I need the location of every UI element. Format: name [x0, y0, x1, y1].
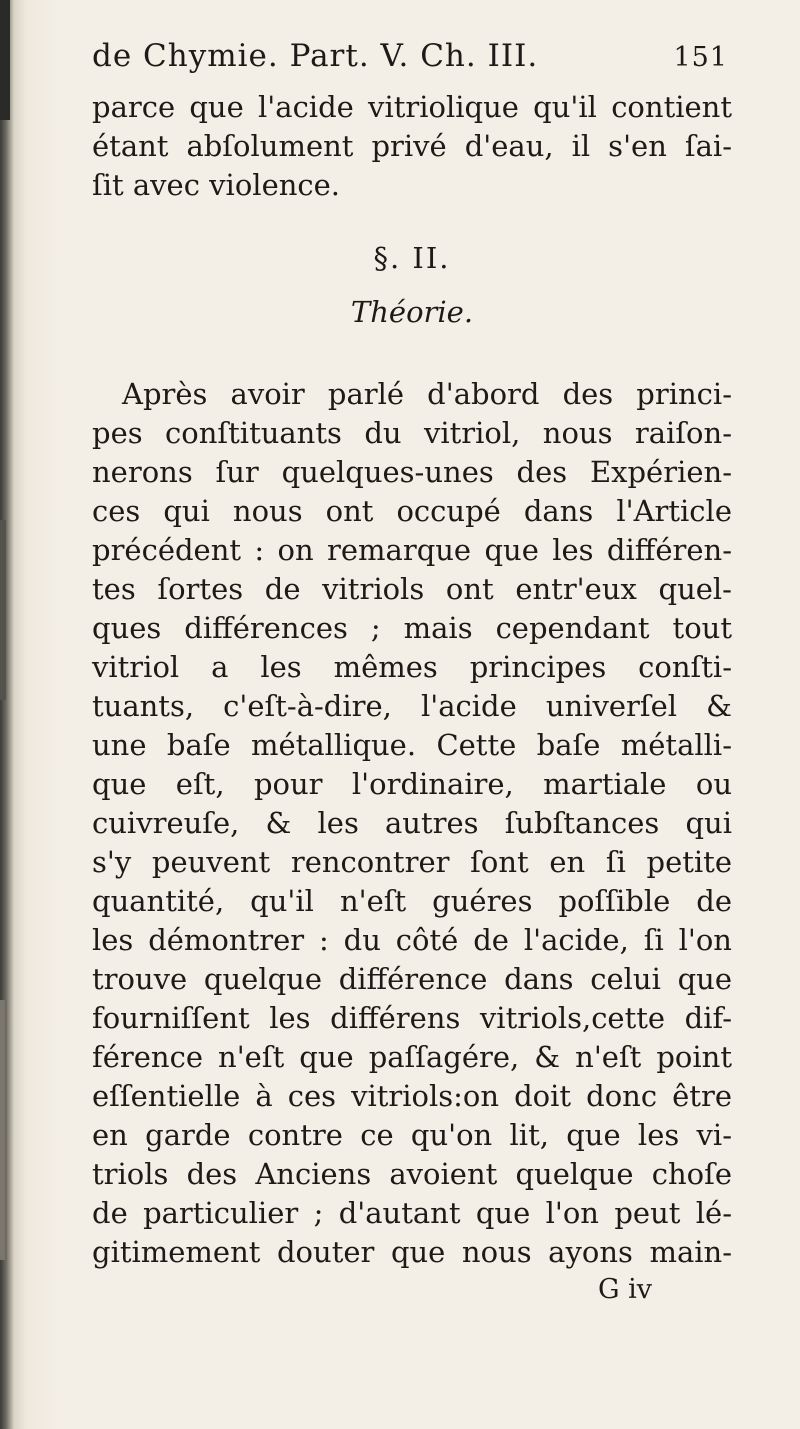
text-block [92, 38, 732, 1310]
text-line: une baſe métallique. Cette baſe métalli- [92, 728, 732, 762]
text-line: vitriol a les mêmes principes conſti- [92, 650, 732, 684]
text-line: de particulier ; d'autant que l'on peut lé- [92, 1196, 732, 1230]
running-head-title: de Chymie. Part. V. Ch. III. [92, 38, 539, 74]
page-number: 151 [673, 42, 728, 73]
text-line: cuivreuſe, & les autres ſubſtances qui [92, 806, 732, 840]
text-line: s'y peuvent rencontrer ſont en ſi petite [92, 845, 732, 879]
body-paragraph [92, 375, 732, 1272]
text-line: férence n'eſt que paſſagére, & n'eſt point [92, 1040, 732, 1074]
running-head [92, 38, 732, 88]
text-line: trouve quelque différence dans celui que [92, 962, 732, 996]
binding-shadow-low [0, 1000, 5, 1260]
text-line: gitimement douter que nous ayons main- [92, 1235, 732, 1269]
binding-shadow-top [0, 0, 10, 120]
text-line: quantité, qu'il n'eſt guéres poſſible de [92, 884, 732, 918]
text-line: tes ſortes de vitriols ont entr'eux quel- [92, 572, 732, 606]
text-line: ſit avec violence. [92, 168, 341, 202]
text-line: étant abſolument privé d'eau, il s'en ſai- [92, 129, 732, 163]
text-line: que eſt, pour l'ordinaire, martiale ou [92, 767, 732, 801]
intro-paragraph [92, 88, 732, 205]
text-line: nerons ſur quelques-unes des Expérien- [92, 455, 732, 489]
section-title: Théorie. [350, 295, 474, 329]
text-line: tuants, c'eſt-à-dire, l'acide univerſel & [92, 689, 732, 723]
text-line: précédent : on remarque que les différen- [92, 533, 732, 567]
text-line: ques différences ; mais cependant tout [92, 611, 732, 645]
text-line: eſſentielle à ces vitriols:on doit donc être [92, 1079, 732, 1113]
text-line: en garde contre ce qu'on lit, que les vi- [92, 1118, 732, 1152]
text-line: fourniſſent les différens vitriols,cette dif- [92, 1001, 732, 1035]
text-line: triols des Anciens avoient quelque choſe [92, 1157, 732, 1191]
text-line: Après avoir parlé d'abord des princi- [122, 377, 732, 411]
binding-shadow-mid [0, 520, 6, 700]
text-line: parce que l'acide vitriolique qu'il contient [92, 90, 732, 124]
text-line: les démontrer : du côté de l'acide, ſi l'on [92, 923, 732, 957]
signature-mark: G iv [597, 1274, 652, 1305]
section-number: §. II. [373, 241, 451, 275]
text-line: pes conſtituants du vitriol, nous raiſon- [92, 416, 732, 450]
text-line: ces qui nous ont occupé dans l'Article [92, 494, 732, 528]
